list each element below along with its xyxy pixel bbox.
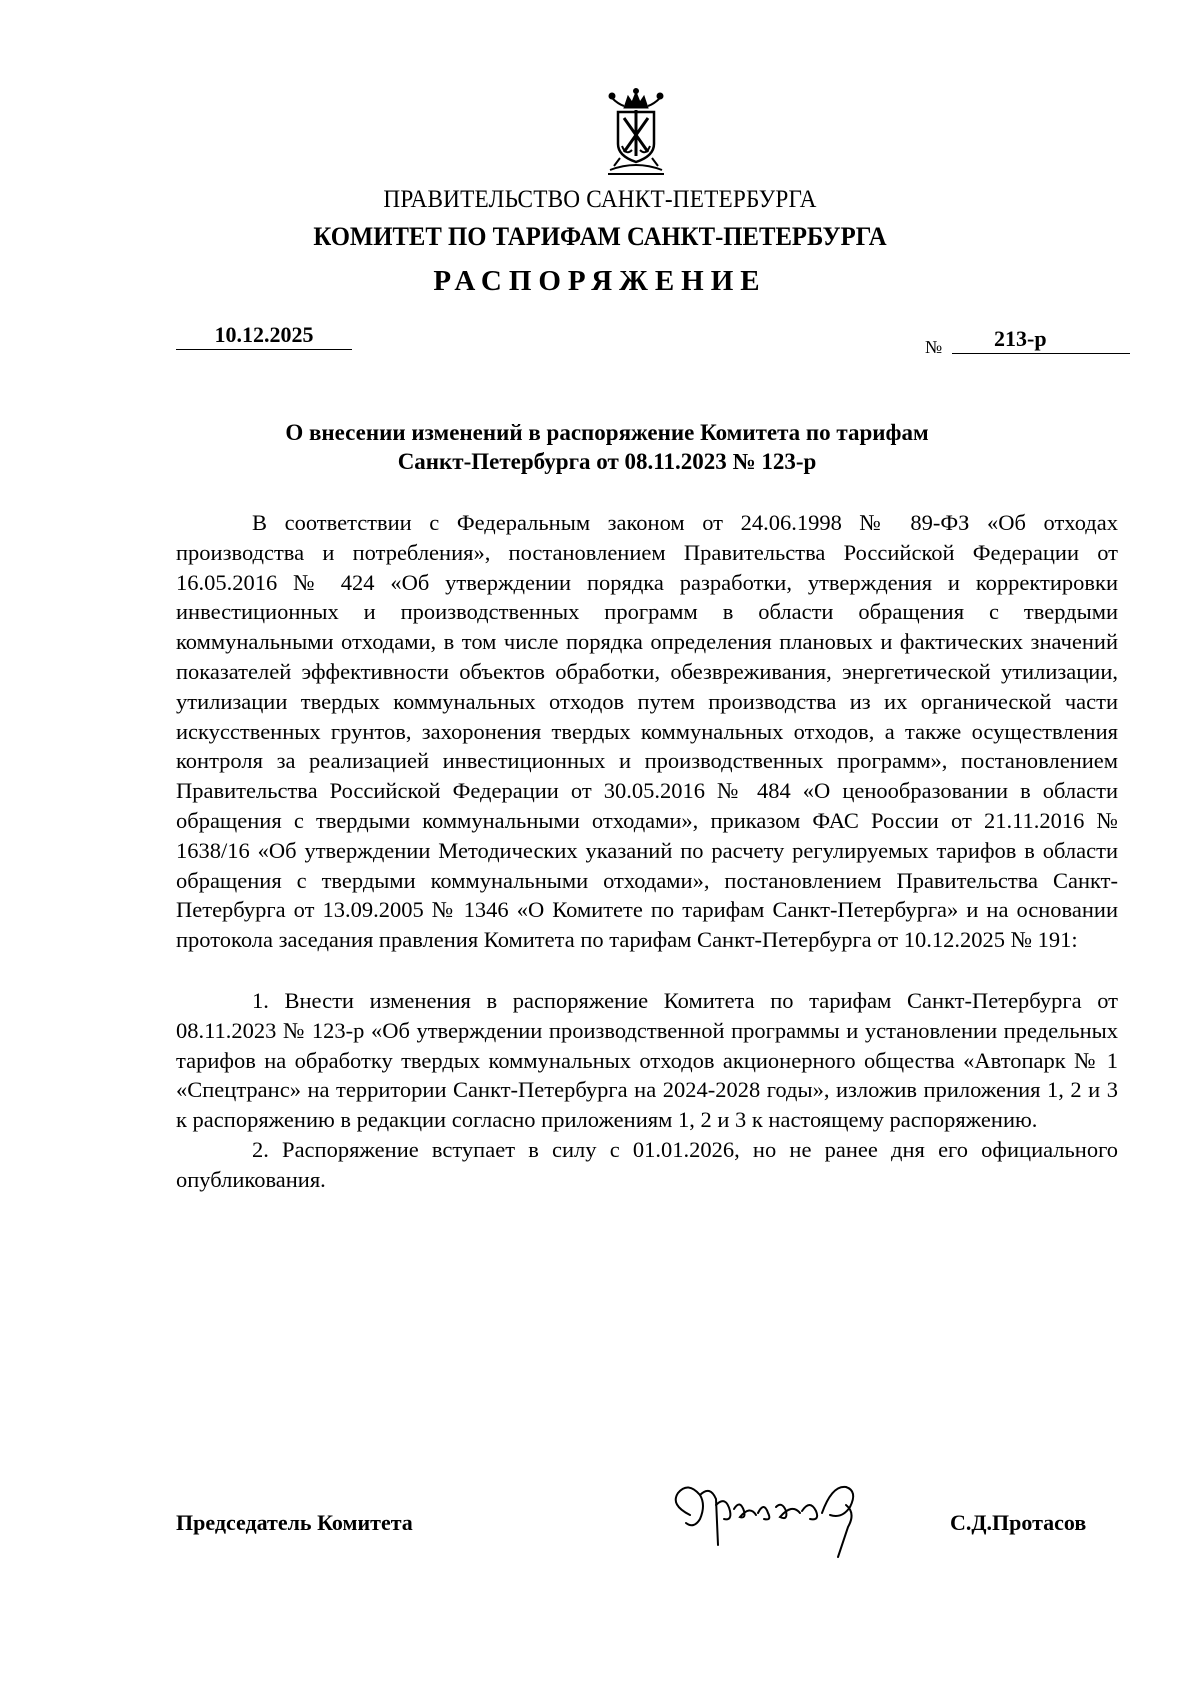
document-type: РАСПОРЯЖЕНИЕ xyxy=(433,265,767,297)
document-date: 10.12.2025 xyxy=(176,322,352,350)
preamble-paragraph: В соответствии с Федеральным законом от 24.06.1998 № 89-ФЗ «Об отходах производства и потребления», постановлением Правительства Российской Федерации от 16.05.2016 № 424 «Об утверждении порядка разработки, утверждения и корректировки инвестиционных и производственных программ в области обращения с твердыми коммунальными отходами, в том числе порядка определения плановых и фактических значений показателей эффективности объектов обработки, обезвреживания, энергетической утилизации, утилизации твердых коммунальных отходов путем производства из их органической части искусственных грунтов, захоронения твердых коммунальных отходов, а также осуществления контроля за реализацией инвестиционных и производственных программ», постановлением Правительства Российской Федерации от 30.05.2016 № 484 «О ценообразовании в области обращения с твердыми коммунальными отходами», приказом ФАС России от 21.11.2016 № 1638/16 «Об утверждении Методических указаний по расчету регулируемых тарифов в области обращения с твердыми коммунальными отходами», постановлением Правительства Санкт-Петербурга от 13.09.2005 № 1346 «О Комитете по тарифам Санкт-Петербурга» и на основании протокола заседания правления Комитета по тарифам Санкт-Петербурга от 10.12.2025 № 191: xyxy=(176,510,1118,953)
handwritten-signature xyxy=(660,1465,920,1575)
signatory-title: Председатель Комитета xyxy=(176,1510,413,1535)
number-label: № xyxy=(925,337,943,357)
signatory-name: С.Д.Протасов xyxy=(950,1510,1087,1535)
coat-of-arms-emblem xyxy=(598,86,674,182)
document-number: 213-р xyxy=(952,326,1130,354)
title-line-2: Санкт-Петербурга от 08.11.2023 № 123-р xyxy=(397,449,817,474)
document-body xyxy=(176,508,1118,1195)
item-1-paragraph: 1. Внести изменения в распоряжение Комитета по тарифам Санкт-Петербурга от 08.11.2023 № 123-р «Об утверждении производственной программы и установлении предельных тарифов на обработку твердых коммунальных отходов акционерного общества «Автопарк № 1 «Спецтранс» на территории Санкт-Петербурга на 2024-2028 годы», изложив приложения 1, 2 и 3 к распоряжению в редакции согласно приложениям 1, 2 и 3 к настоящему распоряжению. xyxy=(176,987,1118,1133)
title-line-1: О внесении изменений в распоряжение Комитета по тарифам xyxy=(285,420,929,445)
committee-name: КОМИТЕТ ПО ТАРИФАМ САНКТ-ПЕТЕРБУРГА xyxy=(313,222,887,251)
item-2-paragraph: 2. Распоряжение вступает в силу с 01.01.2026, но не ранее дня его официального опубликования. xyxy=(176,1136,1118,1192)
government-name: ПРАВИТЕЛЬСТВО САНКТ-ПЕТЕРБУРГА xyxy=(383,186,817,213)
document-title xyxy=(176,418,1038,476)
